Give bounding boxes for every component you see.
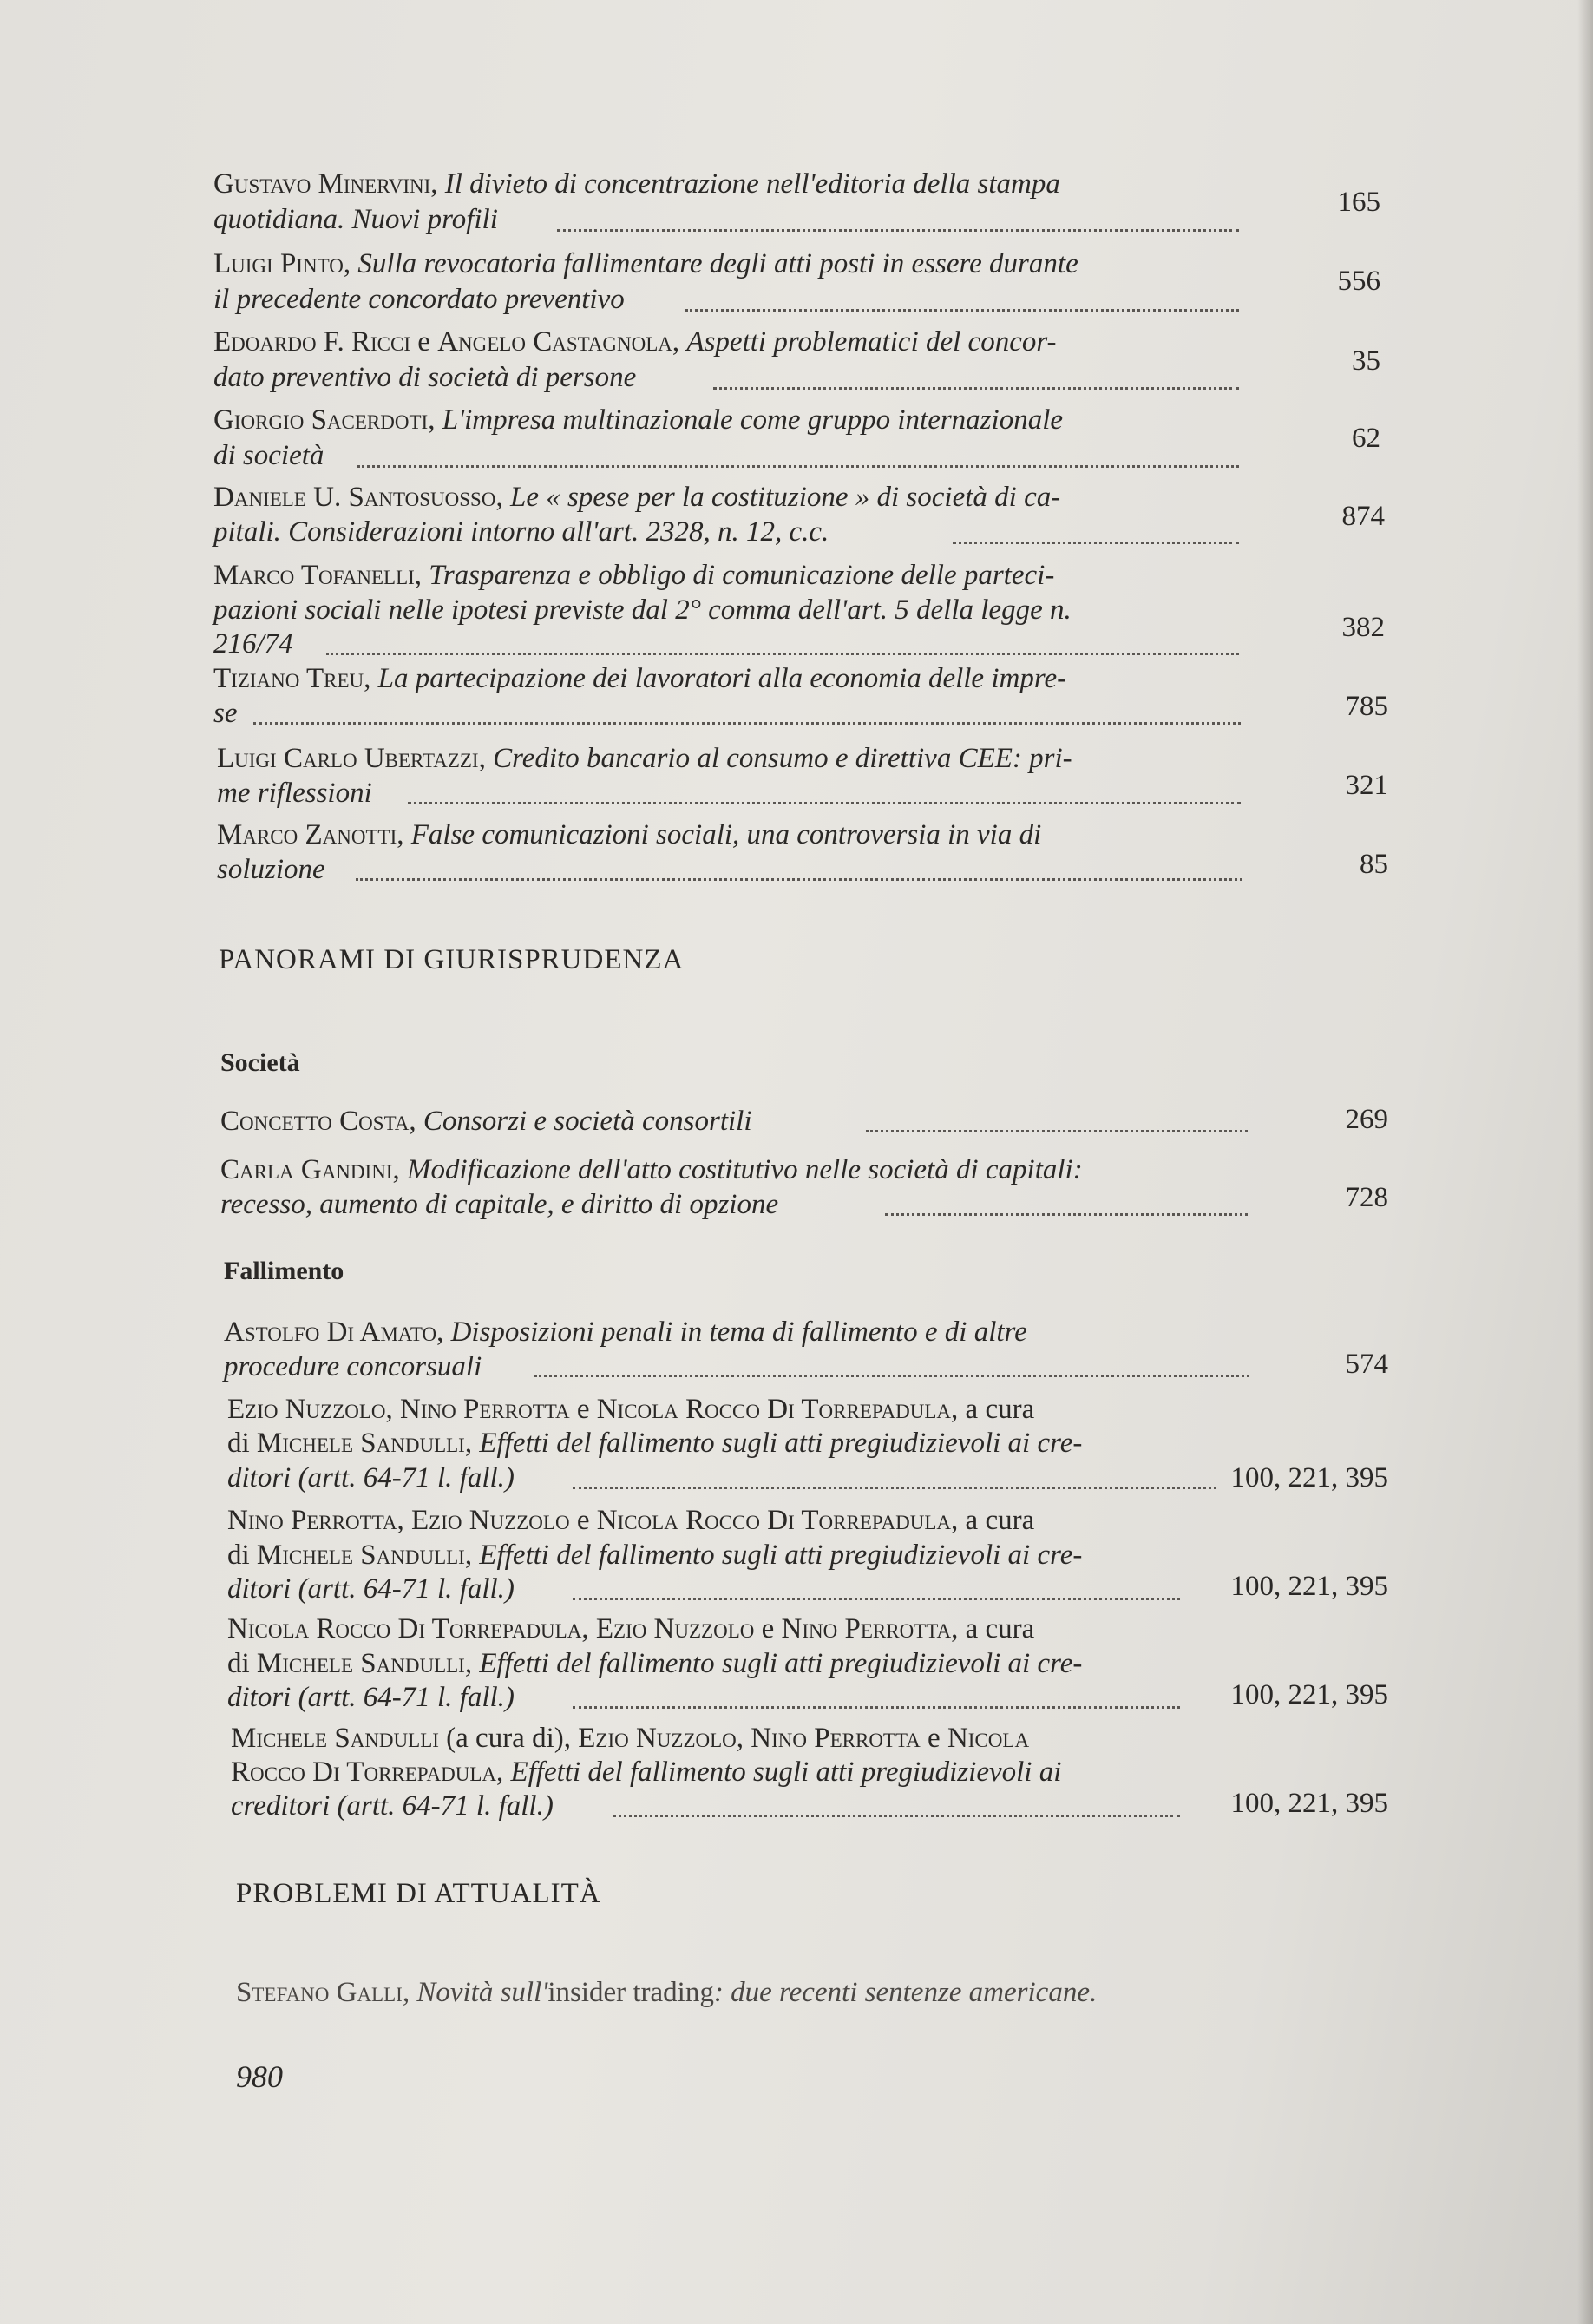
entry-page-number: 874 <box>1341 501 1385 532</box>
entry-authors: Nicola Rocco Di Torrepadula <box>596 1505 952 1536</box>
curator-prefix: di <box>227 1539 250 1571</box>
conjunction: e <box>928 1723 941 1754</box>
entry-title-cont: se <box>213 698 238 729</box>
entry-page-number: 85 <box>1360 849 1388 880</box>
entry-line: Rocco Di Torrepadula, Effetti del fallimento sugli atti pregiudizievoli ai <box>231 1756 1062 1788</box>
leader-dots <box>866 1128 1248 1132</box>
entry-authors: Michele Sandulli <box>231 1723 439 1754</box>
leader-dots <box>326 651 1239 655</box>
section-heading-problemi: PROBLEMI DI ATTUALITÀ <box>236 1878 601 1909</box>
entry-curator: Michele Sandulli <box>256 1428 465 1459</box>
entry-author: Edoardo F. Ricci <box>213 326 411 358</box>
entry-line <box>231 1721 1029 1756</box>
entry-title: Effetti del fallimento sugli atti pregiudizievoli ai <box>510 1756 1062 1788</box>
entry-page-number: 269 <box>1345 1104 1388 1135</box>
entry-line: Daniele U. Santosuosso, Le « spese per la costituzione » di società di ca- <box>213 482 1061 513</box>
entry-line: Luigi Carlo Ubertazzi, Credito bancario al consumo e direttiva CEE: pri- <box>217 743 1072 774</box>
entry-title: Credito bancario al consumo e direttiva CEE: pri- <box>493 743 1072 774</box>
curator-prefix: , a cura <box>951 1613 1035 1645</box>
entry-author: Marco Tofanelli <box>213 560 415 591</box>
curator-prefix: , a cura <box>951 1394 1035 1425</box>
entry-title-cont: di società <box>213 440 324 471</box>
entry-coauthor: Angelo Castagnola <box>437 326 672 358</box>
entry-title: Consorzi e società consortili <box>423 1106 752 1137</box>
entry-page-number: 728 <box>1345 1182 1388 1213</box>
curator-note: (a cura di), <box>446 1723 571 1754</box>
page-number: 980 <box>236 2059 283 2094</box>
entry-authors: Ezio Nuzzolo, Nino Perrotta <box>578 1723 921 1754</box>
entry-author: Daniele U. Santosuosso <box>213 482 496 513</box>
entry-page-number: 556 <box>1337 266 1380 297</box>
leader-dots <box>356 876 1242 881</box>
leader-dots <box>253 720 1241 725</box>
entry-author: Astolfo Di Amato <box>224 1316 437 1348</box>
entry-line: Concetto Costa, Consorzi e società consortili <box>220 1106 752 1137</box>
conjunction: e <box>576 1394 590 1425</box>
entry-line <box>227 1612 1034 1646</box>
entry-author: Marco Zanotti <box>217 819 397 850</box>
entry-line: di Michele Sandulli, Effetti del fallimento sugli atti pregiudizievoli ai cre- <box>227 1648 1083 1679</box>
entry-title-cont: il precedente concordato preventivo <box>213 284 625 315</box>
entry-curator: Michele Sandulli <box>256 1648 465 1679</box>
entry-authors: Nino Perrotta, Ezio Nuzzolo <box>227 1505 570 1536</box>
entry-line: Edoardo F. Ricci e Angelo Castagnola, Aspetti problematici del concor- <box>213 326 1057 358</box>
curator-prefix: di <box>227 1648 250 1679</box>
leader-dots <box>534 1373 1249 1377</box>
entry-author: Concetto Costa <box>220 1106 410 1137</box>
leader-dots <box>573 1485 1216 1489</box>
conjunction: e <box>417 326 430 358</box>
leader-dots <box>713 385 1239 390</box>
entry-author: Gustavo Minervini <box>213 168 431 200</box>
entry-title-cont: soluzione <box>217 854 325 885</box>
entry-line: Carla Gandini, Modificazione dell'atto costitutivo nelle società di capitali: <box>220 1154 1083 1185</box>
entry-page-number: 382 <box>1341 612 1385 643</box>
entry-title: Modificazione dell'atto costitutivo nelle società di capitali: <box>406 1154 1083 1185</box>
entry-title-cont: pazioni sociali nelle ipotesi previste dal 2° comma dell'art. 5 della legge n. <box>213 594 1072 626</box>
entry-page-number: 321 <box>1345 770 1388 801</box>
entry-title: Effetti del fallimento sugli atti pregiudizievoli ai cre- <box>479 1428 1083 1459</box>
entry-title-cont: recesso, aumento di capitale, e diritto di opzione <box>220 1189 779 1220</box>
entry-line: Luigi Pinto, Sulla revocatoria fallimentare degli atti posti in essere durante <box>213 248 1078 279</box>
entry-title: Sulla revocatoria fallimentare degli atti posti in essere durante <box>357 248 1078 279</box>
entry-title: Il divieto di concentrazione nell'editoria della stampa <box>444 168 1060 200</box>
leader-dots <box>573 1704 1180 1709</box>
entry-page-number: 165 <box>1337 187 1380 218</box>
leader-dots <box>357 463 1239 468</box>
entry-page-number: 574 <box>1345 1349 1388 1380</box>
entry-title: Disposizioni penali in tema di fallimento e di altre <box>450 1316 1027 1348</box>
entry-title-cont: procedure concorsuali <box>224 1351 482 1382</box>
entry-line: Astolfo Di Amato, Disposizioni penali in tema di fallimento e di altre <box>224 1316 1027 1348</box>
entry-page-number: 785 <box>1345 691 1388 722</box>
entry-title-cont: quotidiana. Nuovi profili <box>213 204 498 235</box>
entry-author: Luigi Carlo Ubertazzi <box>217 743 479 774</box>
leader-dots <box>953 540 1239 544</box>
entry-title-cont: creditori (artt. 64-71 l. fall.) <box>231 1790 554 1822</box>
curator-prefix: di <box>227 1428 250 1459</box>
leader-dots <box>408 800 1241 804</box>
leader-dots <box>885 1211 1248 1216</box>
entry-authors: Nicola <box>947 1723 1030 1754</box>
entry-authors: Nicola Rocco Di Torrepadula, Ezio Nuzzolo <box>227 1613 755 1645</box>
entry-title: Trasparenza e obbligo di comunicazione delle parteci- <box>429 560 1055 591</box>
entry-line: Gustavo Minervini, Il divieto di concentrazione nell'editoria della stampa <box>213 168 1060 200</box>
entry-title-cont: ditori (artt. 64-71 l. fall.) <box>227 1462 515 1494</box>
entry-author: Stefano Galli <box>236 1977 403 2008</box>
entry-title-cont: me riflessioni <box>217 778 372 809</box>
entry-page-number: 100, 221, 395 <box>1230 1462 1388 1494</box>
entry-line: Marco Zanotti, False comunicazioni sociali, una controversia in via di <box>217 819 1042 850</box>
leader-dots <box>557 227 1239 232</box>
entry-title-cont: dato preventivo di società di persone <box>213 362 637 393</box>
entry-title: Aspetti problematici del concor- <box>686 326 1057 358</box>
entry-page-number: 100, 221, 395 <box>1230 1788 1388 1819</box>
entry-title: Effetti del fallimento sugli atti pregiudizievoli ai cre- <box>479 1539 1083 1571</box>
entry-line: Stefano Galli, Novità sull'insider trading: due recenti sentenze americane. <box>236 1977 1098 2008</box>
entry-line: Giorgio Sacerdoti, L'impresa multinazionale come gruppo internazionale <box>213 404 1064 436</box>
entry-title: Effetti del fallimento sugli atti pregiudizievoli ai cre- <box>479 1648 1083 1679</box>
entry-curator: Michele Sandulli <box>256 1539 465 1571</box>
entry-page-number: 35 <box>1352 345 1380 377</box>
entry-title: False comunicazioni sociali, una controversia in via di <box>410 819 1042 850</box>
entry-page-number: 62 <box>1352 423 1380 454</box>
entry-line: Marco Tofanelli, Trasparenza e obbligo di comunicazione delle parteci- <box>213 560 1055 591</box>
leader-dots <box>613 1813 1180 1817</box>
entry-page-number: 100, 221, 395 <box>1230 1679 1388 1710</box>
curator-prefix: , a cura <box>951 1505 1035 1536</box>
entry-author: Luigi Pinto <box>213 248 344 279</box>
entry-page-number: 100, 221, 395 <box>1230 1571 1388 1602</box>
entry-line: Tiziano Treu, La partecipazione dei lavoratori alla economia delle impre- <box>213 663 1067 694</box>
entry-author: Tiziano Treu <box>213 663 364 694</box>
leader-dots <box>573 1596 1180 1600</box>
entry-authors: Nino Perrotta <box>781 1613 952 1645</box>
entry-line <box>227 1503 1034 1538</box>
subsection-heading-fallimento: Fallimento <box>224 1257 344 1285</box>
subsection-heading-societa: Società <box>220 1048 300 1077</box>
section-heading-panorami: PANORAMI DI GIURISPRUDENZA <box>219 944 685 975</box>
entry-title-cont: ditori (artt. 64-71 l. fall.) <box>227 1573 515 1605</box>
entry-line <box>227 1392 1034 1427</box>
conjunction: e <box>761 1613 775 1645</box>
leader-dots <box>685 307 1239 312</box>
entry-author: Giorgio Sacerdoti <box>213 404 429 436</box>
entry-title-cont: 216/74 <box>213 628 293 660</box>
entry-title-cont: pitali. Considerazioni intorno all'art. 2328, n. 12, c.c. <box>213 516 829 548</box>
entry-authors: Nicola Rocco Di Torrepadula <box>596 1394 952 1425</box>
entry-authors: Rocco Di Torrepadula <box>231 1756 496 1788</box>
entry-title: La partecipazione dei lavoratori alla economia delle impre- <box>377 663 1067 694</box>
entry-line: di Michele Sandulli, Effetti del fallimento sugli atti pregiudizievoli ai cre- <box>227 1539 1083 1571</box>
entry-title-cont: ditori (artt. 64-71 l. fall.) <box>227 1682 515 1713</box>
conjunction: e <box>576 1505 590 1536</box>
entry-title: Novità sull' <box>416 1977 548 2008</box>
page-edge-shadow <box>1577 0 1593 2324</box>
entry-title: L'impresa multinazionale come gruppo internazionale <box>442 404 1064 436</box>
entry-title: Le « spese per la costituzione » di società di ca- <box>509 482 1061 513</box>
entry-authors: Ezio Nuzzolo, Nino Perrotta <box>227 1394 570 1425</box>
entry-title-roman: insider trading <box>547 1977 714 2008</box>
entry-line: di Michele Sandulli, Effetti del fallimento sugli atti pregiudizievoli ai cre- <box>227 1428 1083 1459</box>
entry-author: Carla Gandini <box>220 1154 393 1185</box>
entry-title: : due recenti sentenze americane. <box>713 1977 1098 2008</box>
